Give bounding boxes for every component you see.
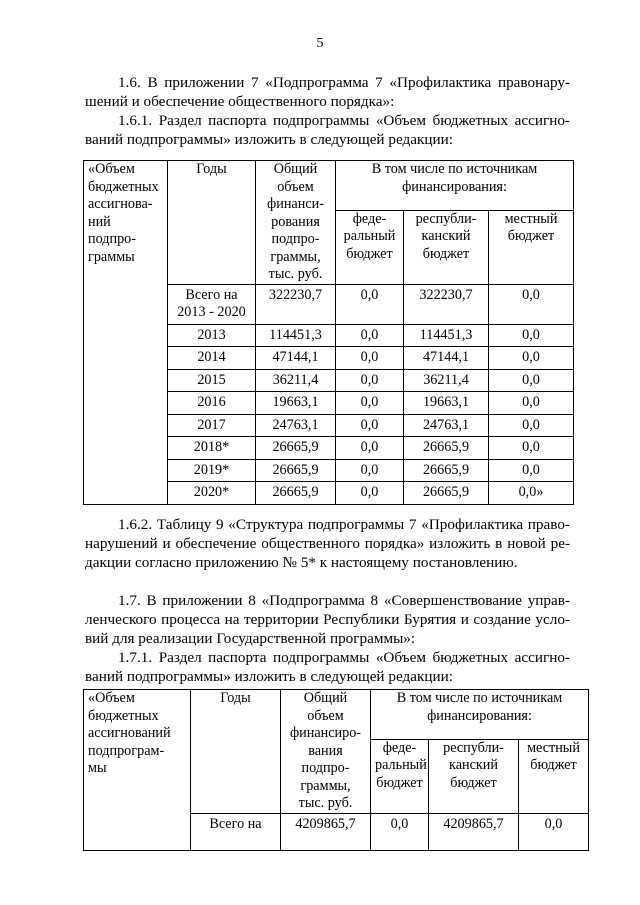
cell-federal: 0,0 <box>336 437 404 460</box>
paragraph-1-7-line: ленческого процесса на территории Республики Бурятия и создание усло- <box>85 611 570 628</box>
col-total-header-text: Общий <box>273 161 318 177</box>
cell-local: 0,0 <box>519 813 589 850</box>
col-local-header-text: местный <box>527 739 580 756</box>
col-total-header-text: Общий <box>303 690 348 706</box>
col-sources-group-header <box>371 690 589 740</box>
col-federal-header-text: феде- <box>382 739 417 756</box>
paragraph-1-7-1-line: ваний подпрограммы» изложить в следующей редакции: <box>85 668 453 685</box>
col-federal-header <box>371 739 429 813</box>
budget-table-subprogram-8 <box>83 689 589 851</box>
col-total-header-text: рования <box>271 213 320 230</box>
col-volume-label-text: ассигнований <box>88 725 171 741</box>
cell-federal: 0,0 <box>336 324 404 347</box>
budget-table-subprogram-7 <box>83 160 574 505</box>
col-volume-label <box>84 690 191 851</box>
paragraph-1-6-line: 1.6. В приложении 7 «Подпрограмма 7 «Профилактика правонару- <box>118 74 570 91</box>
table-header-row <box>84 161 574 211</box>
col-total-header-text: граммы, <box>300 777 351 794</box>
col-total-header-text: граммы, <box>270 248 321 265</box>
cell-year-text: 2013 <box>197 326 226 343</box>
col-sources-group-text: финансирования: <box>427 707 532 724</box>
cell-local: 0,0 <box>489 284 574 324</box>
col-local-header-text: местный <box>504 210 558 227</box>
col-total-header-text: объем <box>307 707 344 724</box>
cell-year-text: 2020* <box>193 484 230 500</box>
col-republic-header <box>429 739 519 813</box>
col-republic-header-text: республи- <box>443 739 504 756</box>
cell-year-text: Всего на <box>185 286 238 303</box>
cell-local: 0,0 <box>489 414 574 437</box>
col-volume-label-text: «Объем <box>88 161 135 177</box>
cell-federal: 0,0 <box>336 414 404 437</box>
col-federal-header-text: бюджет <box>376 774 423 791</box>
col-federal-header-text: ральный <box>343 228 396 245</box>
cell-year <box>168 437 256 460</box>
col-volume-label-text: мы <box>88 760 107 776</box>
cell-year <box>168 284 256 324</box>
cell-republic: 322230,7 <box>404 284 489 324</box>
col-total-header-text: подпро- <box>271 231 320 247</box>
cell-republic: 36211,4 <box>404 369 489 392</box>
paragraph-1-7-1-line: 1.7.1. Раздел паспорта подпрограммы «Объем бюджетных ассигно- <box>118 649 570 666</box>
cell-federal: 0,0 <box>336 347 404 370</box>
cell-local: 0,0 <box>489 324 574 347</box>
cell-republic: 4209865,7 <box>429 813 519 850</box>
page-number: 5 <box>316 36 324 51</box>
paragraph-1-7-line: вий для реализации Государственной программы»: <box>85 630 416 647</box>
col-total-header-text: финанси- <box>267 196 324 212</box>
cell-federal: 0,0 <box>336 482 404 505</box>
col-federal-header-text: ральный <box>375 757 427 774</box>
cell-local: 0,0 <box>489 392 574 415</box>
cell-total: 26665,9 <box>256 482 336 505</box>
col-volume-label-text: подпрограм- <box>88 742 165 759</box>
col-local-header-text: бюджет <box>530 757 577 774</box>
col-sources-group-text: В том числе по источникам <box>396 690 563 706</box>
paragraph-1-6-line: шений и обеспечение общественного порядка»: <box>85 93 395 110</box>
cell-total: 26665,9 <box>256 459 336 482</box>
col-sources-group-text: финансирования: <box>402 178 507 195</box>
cell-total: 24763,1 <box>256 414 336 437</box>
cell-year-text: 2013 - 2020 <box>177 304 246 320</box>
col-sources-group-text: В том числе по источникам <box>371 161 538 177</box>
cell-year <box>168 369 256 392</box>
col-federal-header-text: феде- <box>352 210 387 227</box>
cell-year <box>168 482 256 505</box>
col-sources-group-header <box>336 161 574 211</box>
col-total-header-text: тыс. руб. <box>268 266 323 282</box>
paragraph-1-6-2-line: нарушений и обеспечение общественного порядка» изложить в новой ре- <box>85 535 570 552</box>
col-volume-label-text: ний <box>88 213 111 230</box>
col-republic-header-text: бюджет <box>450 774 497 791</box>
col-total-header-text: тыс. руб. <box>298 795 353 811</box>
cell-federal: 0,0 <box>336 369 404 392</box>
cell-year-text: 2019* <box>193 461 230 478</box>
cell-total: 322230,7 <box>256 284 336 324</box>
col-republic-header-text: канский <box>421 228 471 245</box>
cell-federal: 0,0 <box>336 284 404 324</box>
cell-local: 0,0 <box>489 459 574 482</box>
col-total-header-text: финансиро- <box>289 725 362 741</box>
col-years-header: Годы <box>191 690 281 814</box>
paragraph-1-6-1-line: ваний подпрограммы» изложить в следующей редакции: <box>85 131 453 148</box>
col-volume-label-text: «Объем <box>88 690 135 706</box>
cell-total: 47144,1 <box>256 347 336 370</box>
col-volume-label <box>84 161 168 505</box>
col-years-header: Годы <box>168 161 256 285</box>
cell-republic: 26665,9 <box>404 437 489 460</box>
col-federal-header <box>336 210 404 284</box>
paragraph-1-6-2-line: 1.6.2. Таблицу 9 «Структура подпрограммы 7 «Профилактика право- <box>118 516 570 533</box>
cell-year <box>168 392 256 415</box>
cell-year-text: 2017 <box>197 416 226 433</box>
paragraph-1-7-line: 1.7. В приложении 8 «Подпрограмма 8 «Совершенствование управ- <box>118 592 570 609</box>
cell-year-text: 2018* <box>193 439 230 455</box>
col-local-header-text: бюджет <box>507 228 555 245</box>
col-total-header-text: подпро- <box>301 760 350 776</box>
cell-total: 36211,4 <box>256 369 336 392</box>
cell-federal: 0,0 <box>336 459 404 482</box>
cell-total: 19663,1 <box>256 392 336 415</box>
col-republic-header-text: канский <box>449 757 498 774</box>
paragraph-1-6-2-line: дакции согласно приложению № 5* к настоящему постановлению. <box>85 554 518 571</box>
table-header-row <box>84 690 589 740</box>
cell-year <box>168 414 256 437</box>
col-volume-label-text: ассигнова- <box>88 196 153 212</box>
cell-republic: 24763,1 <box>404 414 489 437</box>
col-federal-header-text: бюджет <box>346 245 393 262</box>
col-republic-header <box>404 210 489 284</box>
cell-total: 114451,3 <box>256 324 336 347</box>
cell-year-text: 2015 <box>197 371 226 388</box>
col-republic-header-text: республи- <box>415 210 477 227</box>
cell-year <box>168 347 256 370</box>
cell-local: 0,0 <box>489 437 574 460</box>
col-total-header <box>281 690 371 814</box>
col-local-header <box>489 210 574 284</box>
paragraph-1-6-1-line: 1.6.1. Раздел паспорта подпрограммы «Объем бюджетных ассигно- <box>118 112 570 129</box>
cell-total: 26665,9 <box>256 437 336 460</box>
cell-federal: 0,0 <box>336 392 404 415</box>
cell-year-text: 2016 <box>197 394 226 410</box>
cell-year <box>168 459 256 482</box>
cell-republic: 19663,1 <box>404 392 489 415</box>
cell-year-text: 2014 <box>197 349 226 365</box>
col-volume-label-text: бюджетных <box>88 178 159 195</box>
cell-year <box>168 324 256 347</box>
col-volume-label-text: граммы <box>88 248 135 265</box>
col-total-header-text: объем <box>277 178 314 195</box>
col-local-header <box>519 739 589 813</box>
cell-year: Всего на <box>191 813 281 850</box>
cell-republic: 47144,1 <box>404 347 489 370</box>
col-total-header-text: вания <box>308 742 343 759</box>
cell-local: 0,0 <box>489 347 574 370</box>
col-volume-label-text: подпро- <box>88 231 137 247</box>
col-republic-header-text: бюджет <box>422 245 470 262</box>
cell-republic: 26665,9 <box>404 459 489 482</box>
cell-local: 0,0» <box>489 482 574 505</box>
cell-total: 4209865,7 <box>281 813 371 850</box>
cell-republic: 114451,3 <box>404 324 489 347</box>
cell-local: 0,0 <box>489 369 574 392</box>
col-volume-label-text: бюджетных <box>88 707 159 724</box>
cell-republic: 26665,9 <box>404 482 489 505</box>
cell-federal: 0,0 <box>371 813 429 850</box>
col-total-header <box>256 161 336 285</box>
